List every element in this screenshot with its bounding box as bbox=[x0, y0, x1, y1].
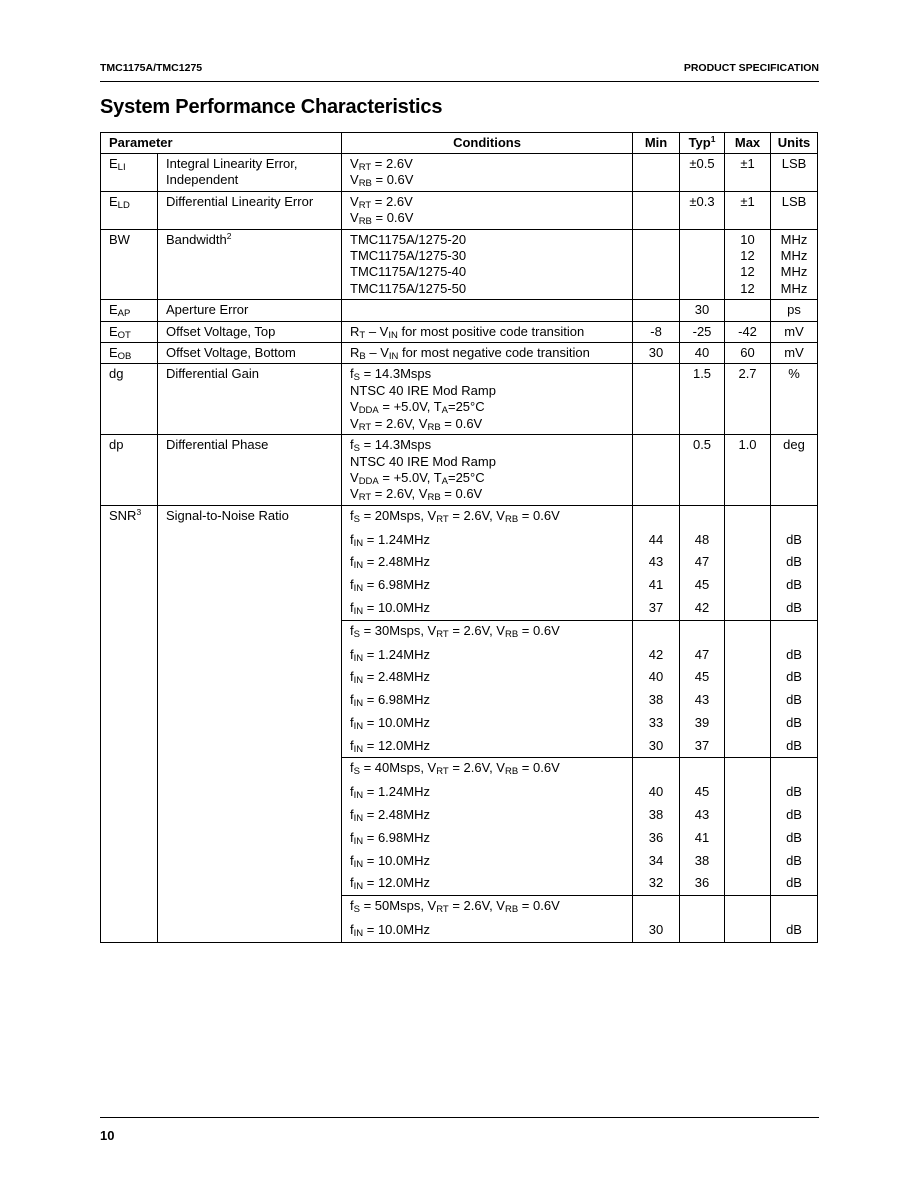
param-description: Integral Linearity Error, Independent bbox=[158, 154, 342, 192]
max-value: -42 bbox=[725, 321, 771, 342]
min-value: 40 38 36 34 32 bbox=[633, 758, 680, 896]
conditions: $f_S$ = 14.3Msps NTSC 40 IRE Mod Ramp $V_{DDA} = +5.0V$, $T_A=25^\circ C$ $V_{RT} = 2.6V$, $V_{RB} = 0.6V$ bbox=[342, 364, 633, 435]
param-symbol: BW bbox=[101, 229, 158, 300]
header-rule bbox=[100, 81, 819, 82]
min-value: 44 43 41 37 bbox=[633, 505, 680, 620]
conditions: $f_S$ = 30Msps, $V_{RT} = 2.6V$, $V_{RB} = 0.6V$ $f_{IN} = 1.24MHz$ $f_{IN} = 2.48MHz$ $f_{IN} = 6.98MHz$ $f_{IN} = 10.0MHz$ $f_{IN} = 12.0MHz$ bbox=[342, 620, 633, 758]
max-value bbox=[725, 505, 771, 620]
param-description: Aperture Error bbox=[158, 300, 342, 321]
min-value bbox=[633, 300, 680, 321]
min-value: 42 40 38 33 30 bbox=[633, 620, 680, 758]
conditions: $f_S$ = 50Msps, $V_{RT} = 2.6V$, $V_{RB} = 0.6V$ $f_{IN} = 10.0MHz$ bbox=[342, 896, 633, 943]
col-typ: Typ$^1$ bbox=[680, 133, 725, 154]
conditions: $V_{RT} = 2.6V$ $V_{RB} = 0.6V$ bbox=[342, 191, 633, 229]
typ-value: ±0.3 bbox=[680, 191, 725, 229]
param-description: Bandwidth$^2$ bbox=[158, 229, 342, 300]
table-row bbox=[101, 229, 818, 300]
max-value bbox=[725, 620, 771, 758]
conditions: $R_T - V_{IN}$ for most positive code transition bbox=[342, 321, 633, 342]
footer-rule bbox=[100, 1117, 819, 1118]
conditions: $R_B - V_{IN}$ for most negative code transition bbox=[342, 343, 633, 364]
conditions: $f_S$ = 14.3Msps NTSC 40 IRE Mod Ramp $V_{DDA} = +5.0V$, $T_A=25^\circ C$ $V_{RT} = 2.6V$, $V_{RB} = 0.6V$ bbox=[342, 435, 633, 506]
units-value: mV bbox=[771, 343, 818, 364]
table-header-row bbox=[101, 133, 818, 154]
typ-value bbox=[680, 229, 725, 300]
units-value: deg bbox=[771, 435, 818, 506]
max-value bbox=[725, 758, 771, 896]
snr-group bbox=[101, 505, 818, 620]
min-value bbox=[633, 229, 680, 300]
conditions: $f_S$ = 20Msps, $V_{RT} = 2.6V$, $V_{RB} = 0.6V$ $f_{IN} = 1.24MHz$ $f_{IN} = 2.48MHz$ $f_{IN} = 6.98MHz$ $f_{IN} = 10.0MHz$ bbox=[342, 505, 633, 620]
param-description: Offset Voltage, Bottom bbox=[158, 343, 342, 364]
param-symbol: dg bbox=[101, 364, 158, 435]
units-value: LSB bbox=[771, 154, 818, 192]
param-description: Offset Voltage, Top bbox=[158, 321, 342, 342]
conditions bbox=[342, 300, 633, 321]
min-value bbox=[633, 435, 680, 506]
conditions: $f_S$ = 40Msps, $V_{RT} = 2.6V$, $V_{RB} = 0.6V$ $f_{IN} = 1.24MHz$ $f_{IN} = 2.48MHz$ $f_{IN} = 6.98MHz$ $f_{IN} = 10.0MHz$ $f_{IN} = 12.0MHz$ bbox=[342, 758, 633, 896]
min-value: -8 bbox=[633, 321, 680, 342]
units-value: mV bbox=[771, 321, 818, 342]
min-value bbox=[633, 154, 680, 192]
max-value bbox=[725, 896, 771, 943]
param-symbol: $E_{LI}$ bbox=[101, 154, 158, 192]
units-value: LSB bbox=[771, 191, 818, 229]
param-symbol: $E_{AP}$ bbox=[101, 300, 158, 321]
units-value: MHz MHz MHz MHz bbox=[771, 229, 818, 300]
param-symbol: $E_{OT}$ bbox=[101, 321, 158, 342]
units-value: % bbox=[771, 364, 818, 435]
table-row bbox=[101, 343, 818, 364]
table-row bbox=[101, 154, 818, 192]
typ-value: 40 bbox=[680, 343, 725, 364]
param-symbol: dp bbox=[101, 435, 158, 506]
typ-value: 48 47 45 42 bbox=[680, 505, 725, 620]
typ-value bbox=[680, 896, 725, 943]
typ-value: -25 bbox=[680, 321, 725, 342]
units-value: dB bbox=[771, 896, 818, 943]
typ-value: 1.5 bbox=[680, 364, 725, 435]
param-description: Differential Phase bbox=[158, 435, 342, 506]
max-value: 1.0 bbox=[725, 435, 771, 506]
units-value: dB dB dB dB dB bbox=[771, 620, 818, 758]
units-value: dB dB dB dB bbox=[771, 505, 818, 620]
section-title: System Performance Characteristics bbox=[100, 96, 443, 118]
typ-value: 0.5 bbox=[680, 435, 725, 506]
min-value bbox=[633, 364, 680, 435]
typ-value: ±0.5 bbox=[680, 154, 725, 192]
table-row bbox=[101, 364, 818, 435]
col-parameter: Parameter bbox=[101, 133, 342, 154]
units-value: ps bbox=[771, 300, 818, 321]
table-row bbox=[101, 300, 818, 321]
conditions: $V_{RT} = 2.6V$ $V_{RB} = 0.6V$ bbox=[342, 154, 633, 192]
param-description: Differential Gain bbox=[158, 364, 342, 435]
param-symbol: $E_{LD}$ bbox=[101, 191, 158, 229]
typ-value: 30 bbox=[680, 300, 725, 321]
performance-table bbox=[100, 132, 818, 943]
table-row bbox=[101, 321, 818, 342]
table-row bbox=[101, 435, 818, 506]
typ-value: 47 45 43 39 37 bbox=[680, 620, 725, 758]
conditions: TMC1175A/1275-20 TMC1175A/1275-30 TMC1175A/1275-40 TMC1175A/1275-50 bbox=[342, 229, 633, 300]
min-value: 30 bbox=[633, 896, 680, 943]
param-description: Differential Linearity Error bbox=[158, 191, 342, 229]
typ-value: 45 43 41 38 36 bbox=[680, 758, 725, 896]
col-units: Units bbox=[771, 133, 818, 154]
max-value: 10 12 12 12 bbox=[725, 229, 771, 300]
header-doc-type: PRODUCT SPECIFICATION bbox=[683, 62, 819, 74]
col-min: Min bbox=[633, 133, 680, 154]
max-value: 60 bbox=[725, 343, 771, 364]
header-part-number: TMC1175A/TMC1275 bbox=[100, 62, 203, 74]
col-max: Max bbox=[725, 133, 771, 154]
max-value: 2.7 bbox=[725, 364, 771, 435]
min-value: 30 bbox=[633, 343, 680, 364]
page-number: 10 bbox=[100, 1128, 115, 1143]
param-description: Signal-to-Noise Ratio bbox=[158, 505, 342, 942]
max-value: ±1 bbox=[725, 154, 771, 192]
max-value: ±1 bbox=[725, 191, 771, 229]
units-value: dB dB dB dB dB bbox=[771, 758, 818, 896]
col-conditions: Conditions bbox=[342, 133, 633, 154]
param-symbol: SNR$^3$ bbox=[101, 505, 158, 942]
param-symbol: $E_{OB}$ bbox=[101, 343, 158, 364]
min-value bbox=[633, 191, 680, 229]
table-row bbox=[101, 191, 818, 229]
max-value bbox=[725, 300, 771, 321]
